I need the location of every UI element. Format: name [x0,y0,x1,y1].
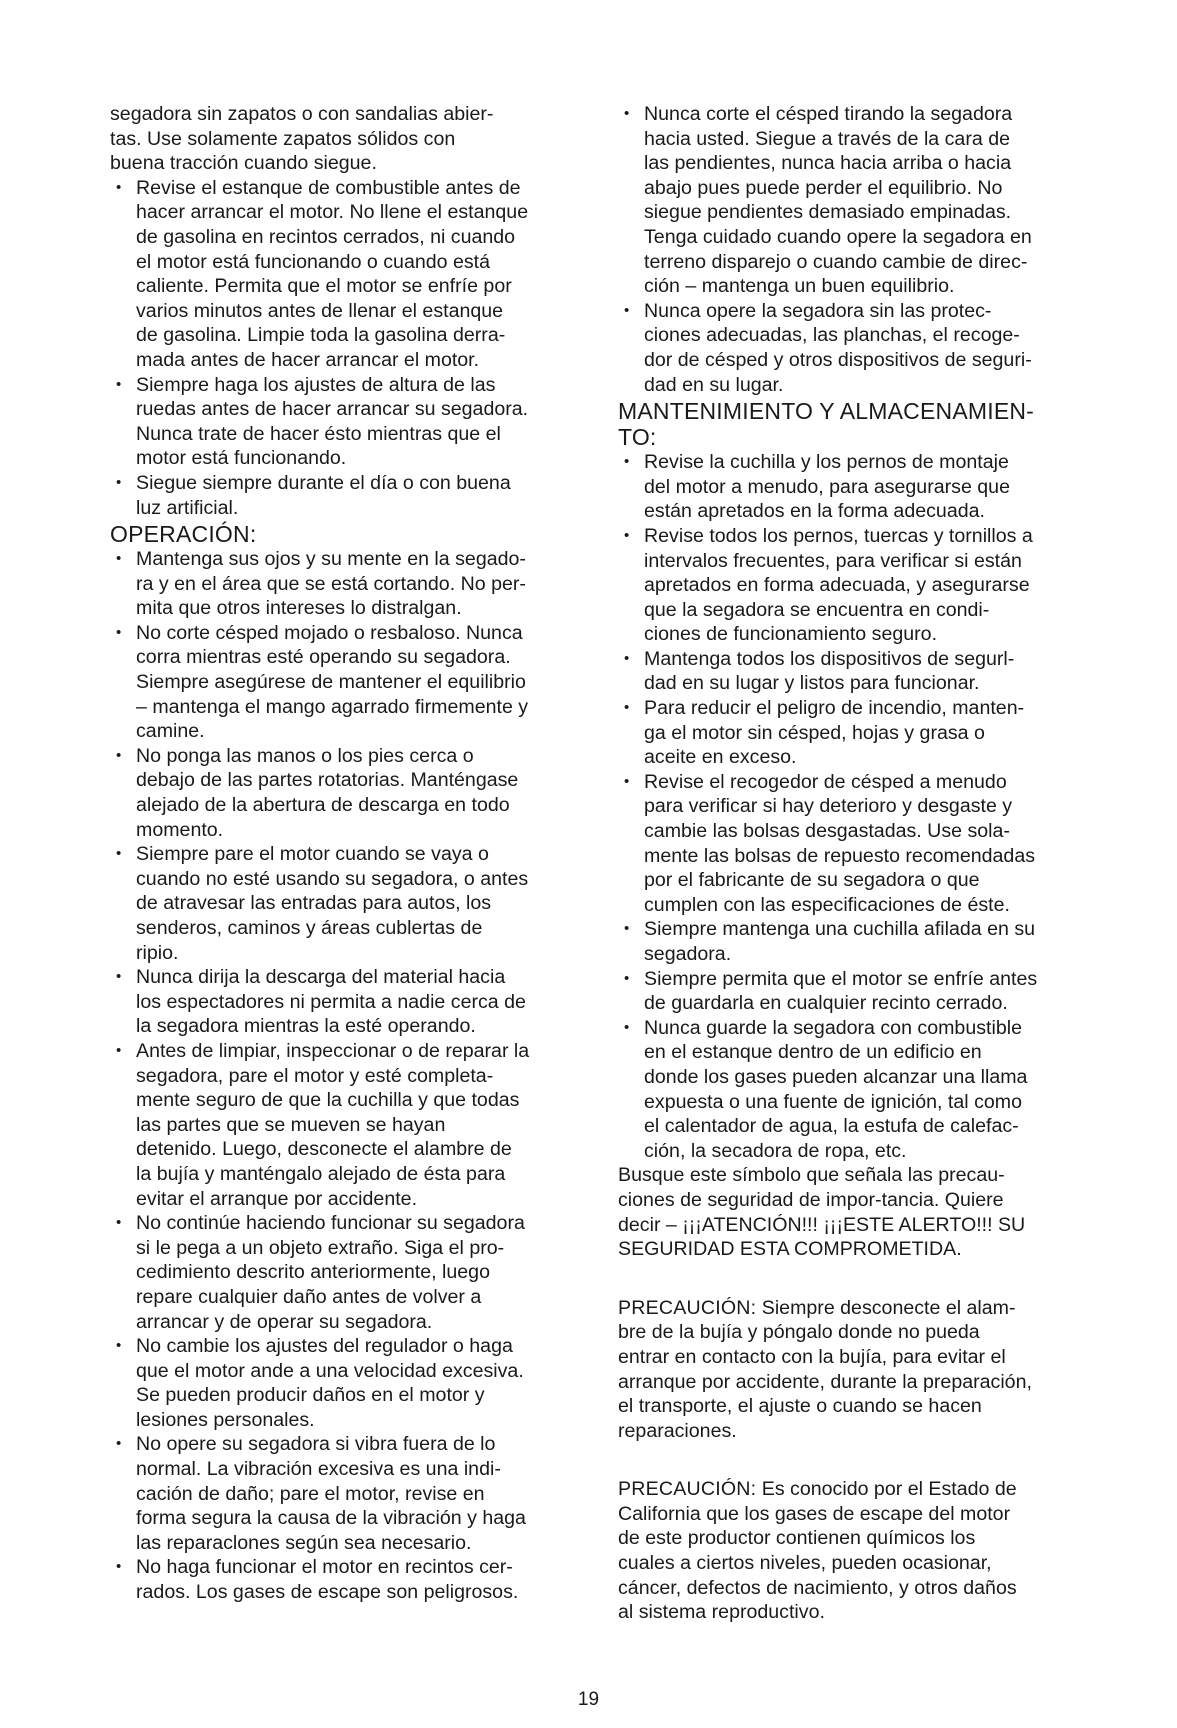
text-line: ripio. [136,941,179,964]
text-line: tas. Use solamente zapatos sólidos con [110,127,456,150]
text-line: arranque por accidente, durante la preparación, [618,1370,1032,1393]
text-line: Nunca guarde la segadora con combustible [644,1016,1022,1039]
list-item [110,1039,590,1211]
text-line: terreno disparejo o cuando cambie de direc- [644,250,1028,273]
caution-label: PRECAUCIÓN: [618,1296,757,1319]
list-item [110,471,590,520]
text-line: cáncer, defectos de nacimiento, y otros daños [618,1576,1017,1599]
maintenance-list [618,450,1088,1163]
text-line: normal. La vibración excesiva es una indi- [136,1458,501,1481]
text-line: están apretados en la forma adecuada. [644,500,985,523]
text-line: hacer arrancar el motor. No llene el estanque [136,201,529,224]
list-item [110,965,590,1039]
text-line: SEGURIDAD ESTA COMPROMETIDA. [618,1238,962,1261]
text-line: ciones adecuadas, las planchas, el recoge- [644,324,1020,347]
text-line: aceite en exceso. [644,746,797,769]
text-line: del motor a menudo, para asegurarse que [644,475,1010,498]
intro-paragraph [110,102,590,176]
text-line: en el estanque dentro de un edificio en [644,1041,982,1064]
text-line: Nunca trate de hacer ésto mientras que el [136,422,501,445]
text-line: si le pega a un objeto extraño. Siga el pro- [136,1236,505,1259]
list-item [618,696,1088,770]
text-line: que el motor ande a una velocidad excesiva. [136,1359,524,1382]
text-line: mente las bolsas de repuesto recomendadas [644,844,1036,867]
list-item [110,373,590,471]
text-line: momento. [136,818,224,841]
text-line: ciones de seguridad de impor-tancia. Quiere [618,1188,1004,1211]
text-line: las reparaclones según sea necesario. [136,1531,472,1554]
text-line: alejado de la abertura de descarga en todo [136,794,510,817]
text-line: Tenga cuidado cuando opere la segadora en [644,225,1032,248]
section-heading-operation: OPERACIÓN: [110,521,257,548]
text-line: Busque este símbolo que señala las precau- [618,1164,1005,1187]
text-line: dad en su lugar y listos para funcionar. [644,672,980,695]
text-line: Siempre haga los ajustes de altura de las [136,373,496,396]
text-line: segadora. [644,943,732,965]
text-line: mita que otros intereses lo distralgan. [136,597,462,620]
safety-symbol-notice [618,1163,1088,1261]
list-item [110,547,590,621]
text-line: cuales a ciertos niveles, pueden ocasionar, [618,1552,992,1575]
operation-list [110,547,590,1605]
list-item [110,621,590,744]
text-line: luz artificial. [136,496,239,519]
text-line: Mantenga todos los dispositivos de segurl- [644,647,1015,670]
text-line: Nunca corte el césped tirando la segadora [644,103,1013,125]
text-line: senderos, caminos y áreas cublertas de [136,917,483,939]
text-line: mada antes de hacer arrancar el motor. [136,348,480,371]
list-item [110,744,590,842]
text-line: de gasolina. Limpie toda la gasolina derra- [136,324,506,347]
text-line: No ponga las manos o los pies cerca o [136,744,474,767]
text-line: ción – mantenga un buen equilibrio. [644,275,955,298]
text-line: decir – ¡¡¡ATENCIÓN!!! ¡¡¡ESTE ALERTO!!! SU [618,1213,1026,1236]
text-line: Revise todos los pernos, tuercas y tornillos a [644,524,1033,547]
text-line: motor está funcionando. [136,447,347,470]
text-line: No corte césped mojado o resbaloso. Nunca [136,621,523,644]
list-item [618,1016,1088,1164]
text-line: la segadora mientras la esté operando. [136,1015,476,1038]
text-line: siegue pendientes demasiado empinadas. [644,201,1012,224]
text-line: Nunca dirija la descarga del material hacia [136,966,506,989]
list-item [618,450,1088,524]
text-line: No opere su segadora si vibra fuera de lo [136,1433,496,1456]
text-line: apretados en forma adecuada, y asegurarse [644,574,1030,597]
text-line: el calentador de agua, la estufa de calefac- [644,1115,1019,1138]
text-line: Siempre pare el motor cuando se vaya o [136,843,489,866]
caution-spark-plug [618,1296,1088,1444]
text-line: cación de daño; pare el motor, revise en [136,1482,485,1505]
text-line: Antes de limpiar, inspeccionar o de reparar la [136,1039,530,1062]
list-item [618,524,1088,647]
list-item [110,176,590,373]
text-line: Siempre permita que el motor se enfríe antes [644,967,1038,990]
text-line: Es conocido por el Estado de [761,1478,1017,1501]
text-line: el transporte, el ajuste o cuando se hacen [618,1395,982,1418]
text-line: Revise la cuchilla y los pernos de montaje [644,451,1009,474]
list-item [618,917,1088,966]
text-line: forma segura la causa de la vibración y haga [136,1507,526,1530]
list-item [618,770,1088,918]
text-line: Siegue siempre durante el día o con buena [136,471,511,494]
text-line: No cambie los ajustes del regulador o haga [136,1335,513,1358]
text-line: entrar en contacto con la bujía, para evitar el [618,1345,1006,1368]
text-line: ción, la secadora de ropa, etc. [644,1139,907,1162]
text-line: intervalos frecuentes, para verificar si están [644,549,1022,572]
text-line: los espectadores ni permita a nadie cerca de [136,990,526,1013]
text-line: dad en su lugar. [644,373,784,396]
text-line: repare cualquier daño antes de volver a [136,1285,482,1308]
text-line: mente seguro de que la cuchilla y que todas [136,1089,520,1112]
text-line: Se pueden producir daños en el motor y [136,1384,485,1407]
text-line: dor de césped y otros dispositivos de seguri- [644,348,1032,371]
left-column [110,102,590,1605]
text-line: Siempre mantenga una cuchilla afilada en su [644,918,1036,941]
text-line: las pendientes, nunca hacia arriba o hacia [644,152,1012,175]
text-line: segadora sin zapatos o con sandalias abier- [110,103,494,125]
text-line: Mantenga sus ojos y su mente en la segado- [136,548,526,571]
safety-list-top [110,176,590,520]
text-line: MANTENIMIENTO Y ALMACENAMIEN- [618,398,1035,425]
text-line: hacia usted. Siegue a través de la cara de [644,127,1010,150]
text-line: ruedas antes de hacer arrancar su segadora. [136,398,529,421]
list-item [110,1432,590,1555]
text-line: abajo pues puede perder el equilibrio. No [644,176,1003,199]
text-line: – mantenga el mango agarrado firmemente y [136,695,529,718]
list-item [618,299,1088,397]
text-line: por el fabricante de su segadora o que [644,869,980,892]
text-line: ra y en el área que se está cortando. No per- [136,572,526,595]
text-line: la bujía y manténgalo alejado de ésta para [136,1162,506,1185]
text-line: evitar el arranque por accidente. [136,1187,418,1210]
list-item [618,102,1088,299]
text-line: No haga funcionar el motor en recintos cer- [136,1556,513,1579]
text-line: bre de la bujía y póngalo donde no pueda [618,1321,980,1344]
text-line: ga el motor sin césped, hojas y grasa o [644,721,985,744]
section-heading-maintenance [618,398,1088,450]
text-line: al sistema reproductivo. [618,1601,825,1624]
text-line: ciones de funcionamiento seguro. [644,623,938,646]
text-line: lesiones personales. [136,1408,315,1431]
text-line: expuesta o una fuente de ignición, tal como [644,1090,1022,1113]
text-line: TO: [618,424,657,451]
text-line: las partes que se mueven se hayan [136,1113,446,1136]
text-line: camine. [136,720,205,743]
text-line: cumplen con las especificaciones de éste. [644,893,1010,916]
text-line: segadora, pare el motor y esté completa- [136,1064,494,1087]
list-item [110,842,590,965]
text-line: caliente. Permita que el motor se enfríe por [136,275,512,298]
list-item [618,967,1088,1016]
safety-list-continued [618,102,1088,397]
text-line: cedimiento descrito anteriormente, luego [136,1261,490,1284]
text-line: cuando no esté usando su segadora, o antes [136,867,529,890]
text-line: debajo de las partes rotatorias. Manténgase [136,769,519,792]
caution-label: PRECAUCIÓN: [618,1478,757,1501]
list-item [110,1555,590,1604]
text-line: cambie las bolsas desgastadas. Use sola- [644,820,1010,843]
list-item [110,1211,590,1334]
text-line: Revise el recogedor de césped a menudo [644,770,1007,793]
list-item [110,1334,590,1432]
text-line: corra mientras esté operando su segadora. [136,646,511,669]
text-line: donde los gases pueden alcanzar una llama [644,1065,1028,1088]
text-line: el motor está funcionando o cuando está [136,250,491,273]
text-line: reparaciones. [618,1419,737,1442]
text-line: rados. Los gases de escape son peligrosos. [136,1581,519,1604]
text-line: Para reducir el peligro de incendio, manten- [644,697,1025,720]
text-line: Siempre asegúrese de mantener el equilibrio [136,671,526,694]
text-line: No continúe haciendo funcionar su segadora [136,1212,525,1235]
caution-california [618,1477,1088,1625]
text-line: de guardarla en cualquier recinto cerrado. [644,992,1008,1015]
text-line: de atravesar las entradas para autos, los [136,892,492,915]
text-line: que la segadora se encuentra en condi- [644,598,990,621]
text-line: de gasolina en recintos cerrados, ni cuando [136,225,516,248]
text-line: arrancar y de operar su segadora. [136,1310,433,1333]
text-line: Nunca opere la segadora sin las protec- [644,299,992,322]
text-line: Siempre desconecte el alam- [761,1296,1016,1319]
list-item [618,647,1088,696]
text-line: varios minutos antes de llenar el estanque [136,299,504,322]
text-line: Revise el estanque de combustible antes de [136,176,521,199]
text-line: California que los gases de escape del motor [618,1502,1011,1525]
text-line: de este productor contienen químicos los [618,1527,976,1550]
right-column [618,102,1088,1625]
page-number: 19 [577,1689,600,1710]
text-line: para verificar si hay deterioro y desgaste y [644,795,1013,818]
text-line: detenido. Luego, desconecte el alambre de [136,1138,512,1161]
text-line: buena tracción cuando siegue. [110,152,377,175]
